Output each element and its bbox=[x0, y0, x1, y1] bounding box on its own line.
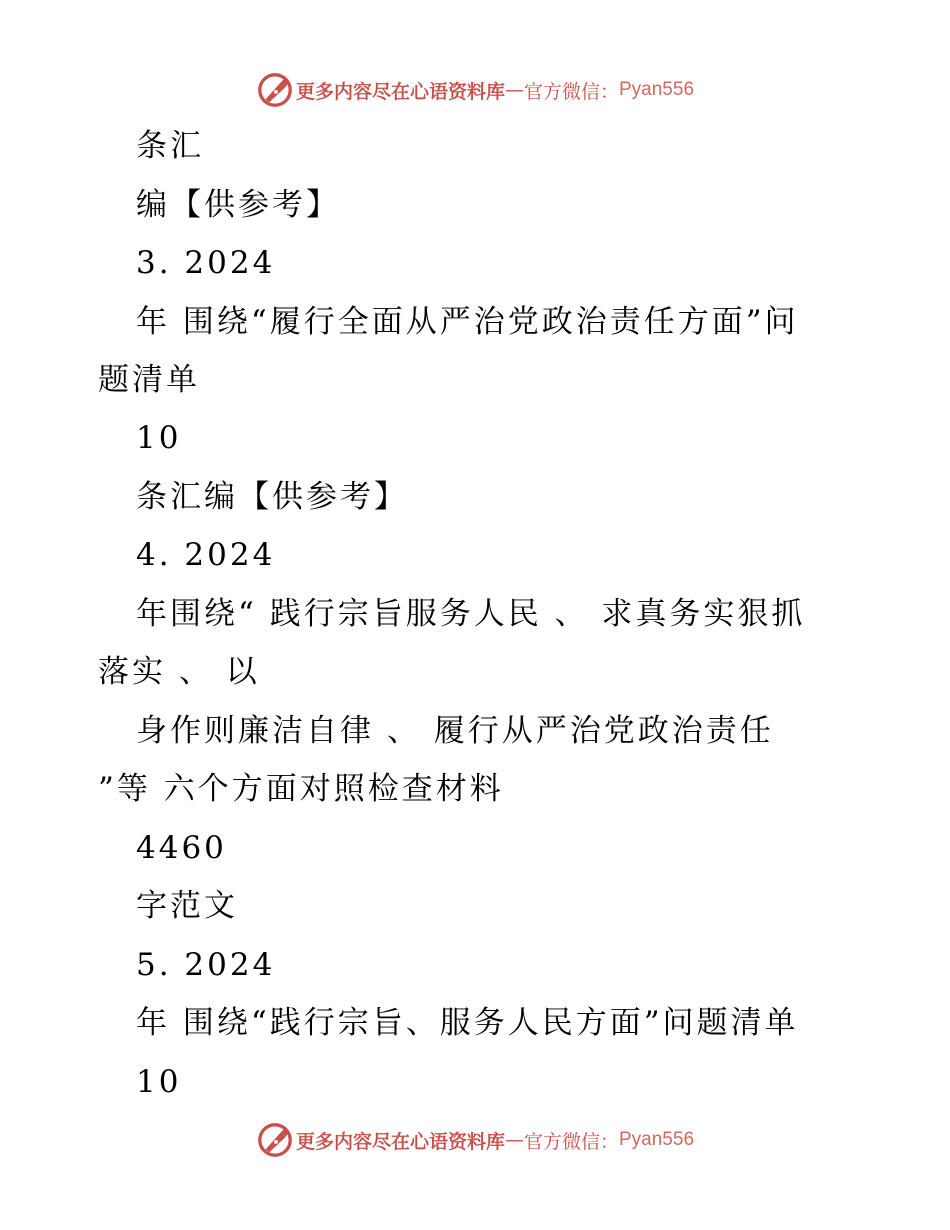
banner-title: 更多内容尽在心语资料库 bbox=[295, 80, 505, 103]
text-line: 年 围绕“履行全面从严治党政治责任方面”问 bbox=[136, 304, 799, 340]
text-line: 5. 2024 bbox=[136, 947, 276, 983]
text-line: 10 bbox=[136, 420, 182, 456]
text-line: 条汇 bbox=[136, 128, 204, 164]
text-line: ”等 六个方面对照检查材料 bbox=[98, 771, 504, 807]
text-line: 题清单 bbox=[98, 362, 200, 398]
banner-wechat-label: 官方微信： bbox=[523, 80, 619, 103]
text-line: 年 围绕“践行宗旨、服务人民方面”问题清单 bbox=[136, 1005, 799, 1041]
banner-wechat-label: 官方微信： bbox=[523, 1130, 619, 1153]
footer-banner bbox=[0, 1120, 950, 1160]
pen-nib-logo-icon bbox=[256, 1121, 294, 1159]
banner-title: 更多内容尽在心语资料库 bbox=[295, 1130, 505, 1153]
text-line: 4460 bbox=[136, 830, 227, 866]
text-line: 身作则廉洁自律 、 履行从严治党政治责任 bbox=[136, 713, 774, 749]
text-line: 编【供参考】 bbox=[136, 187, 340, 223]
text-line: 落实 、 以 bbox=[98, 654, 260, 690]
text-line: 4. 2024 bbox=[136, 537, 276, 573]
text-line: 10 bbox=[136, 1064, 182, 1100]
text-line: 年围绕“ 践行宗旨服务人民 、 求真务实狠抓 bbox=[136, 596, 806, 632]
text-line: 3. 2024 bbox=[136, 245, 276, 281]
banner-wechat-id: Pyan556 bbox=[619, 1129, 695, 1150]
banner-dash: — bbox=[504, 1129, 524, 1151]
banner-wechat-id: Pyan556 bbox=[619, 79, 695, 100]
text-line: 字范文 bbox=[136, 888, 238, 924]
banner-dash: — bbox=[504, 79, 524, 101]
text-line: 条汇编【供参考】 bbox=[136, 479, 408, 515]
